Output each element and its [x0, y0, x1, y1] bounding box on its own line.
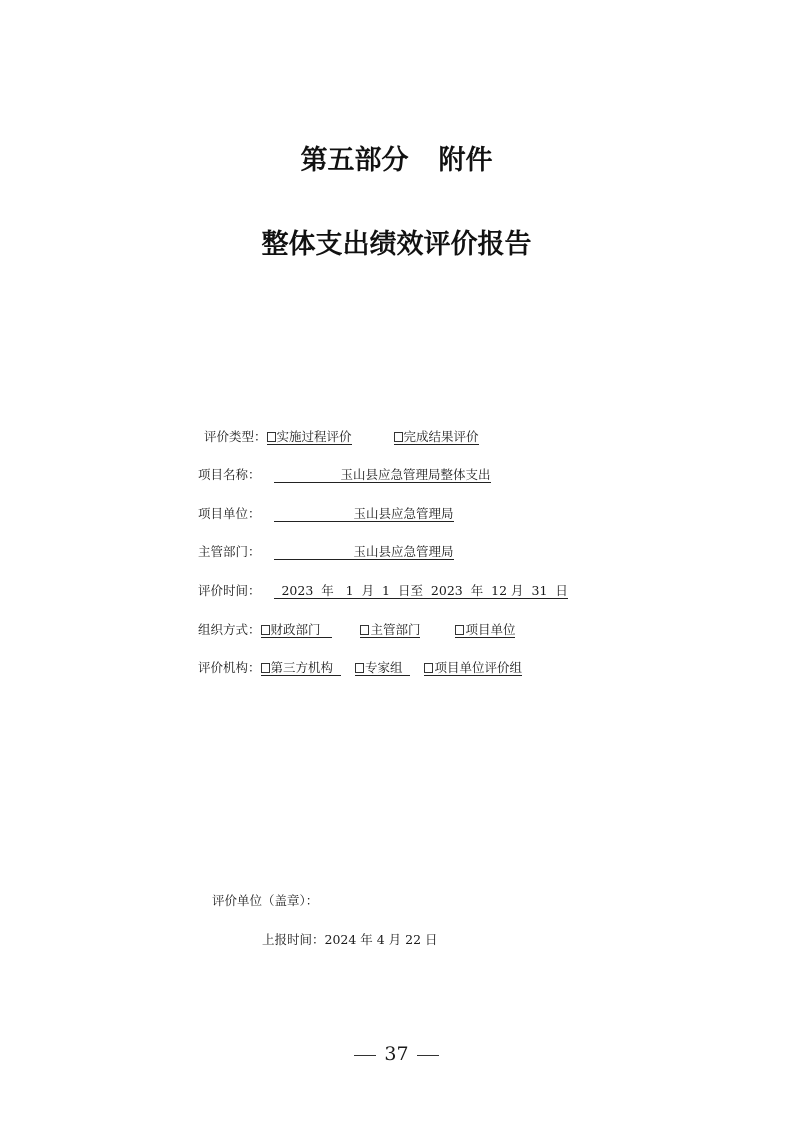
eval-agency-option-unit-group[interactable]: 项目单位评价组: [424, 660, 522, 676]
project-unit-value: 玉山县应急管理局: [274, 506, 454, 522]
checkbox-icon[interactable]: [455, 625, 464, 635]
org-method-row: [198, 622, 515, 638]
eval-type-option-process[interactable]: 实施过程评价: [267, 429, 352, 445]
eval-agency-option-third-party[interactable]: 第三方机构: [261, 660, 341, 676]
page-number: 37: [0, 1043, 793, 1065]
project-name-value: 玉山县应急管理局整体支出: [274, 467, 491, 483]
eval-agency-row: [198, 660, 522, 676]
eval-type-row: [204, 429, 479, 445]
department-value: 玉山县应急管理局: [274, 544, 454, 560]
report-title: 整体支出绩效评价报告: [261, 229, 532, 260]
org-method-option-unit[interactable]: 项目单位: [455, 622, 515, 638]
part-heading: [0, 138, 793, 177]
eval-agency-option-expert[interactable]: 专家组: [355, 660, 410, 676]
checkbox-icon[interactable]: [394, 432, 403, 442]
checkbox-icon[interactable]: [424, 663, 433, 673]
department-row: [198, 544, 454, 560]
stamp-label: 评价单位（盖章）：: [212, 893, 319, 908]
dash-right: [417, 1055, 439, 1056]
eval-time-value: 2023 年 1 月 1 日至 2023 年 12 月 31 日: [274, 583, 568, 599]
checkbox-icon[interactable]: [267, 432, 276, 442]
dash-left: [354, 1055, 376, 1056]
part-heading-right: 附件: [438, 145, 493, 176]
checkbox-icon[interactable]: [360, 625, 369, 635]
report-time: 上报时间：2024 年 4 月 22 日: [262, 932, 438, 947]
checkbox-icon[interactable]: [355, 663, 364, 673]
project-unit-label: 项目单位：: [198, 506, 261, 521]
project-unit-row: [198, 506, 454, 522]
eval-agency-label: 评价机构：: [198, 660, 261, 675]
eval-type-label: 评价类型：: [204, 429, 267, 444]
checkbox-icon[interactable]: [261, 663, 270, 673]
org-method-option-finance[interactable]: 财政部门: [261, 622, 333, 638]
org-method-label: 组织方式：: [198, 622, 261, 637]
eval-time-row: [198, 583, 568, 599]
org-method-option-department[interactable]: 主管部门: [360, 622, 420, 638]
part-heading-left: 第五部分: [300, 145, 409, 176]
department-label: 主管部门：: [198, 544, 261, 559]
eval-time-label: 评价时间：: [198, 583, 261, 598]
eval-type-option-result[interactable]: 完成结果评价: [394, 429, 479, 445]
checkbox-icon[interactable]: [261, 625, 270, 635]
project-name-label: 项目名称：: [198, 467, 261, 482]
project-name-row: [198, 467, 491, 483]
